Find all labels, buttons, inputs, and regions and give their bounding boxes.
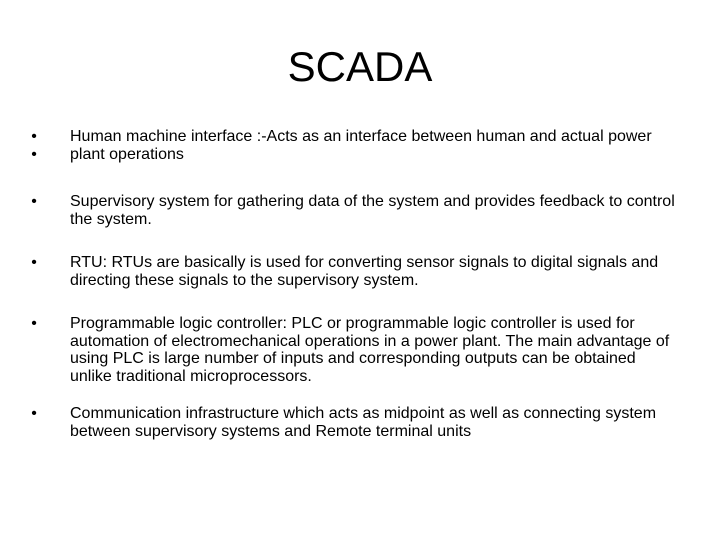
bullet-text: Communication infrastructure which acts as midpoint as well as connecting system between supervisory systems and Remote terminal units [70,405,657,440]
bullet-text: Human machine interface :-Acts as an interface between human and actual power plant operations [70,128,652,163]
bullet-marker: • [31,193,37,210]
bullet-item-hmi [28,128,678,163]
bullet-item-plc [28,315,678,385]
bullet-marker: • [31,405,37,422]
bullet-marker: • [31,315,37,332]
slide-title: SCADA [287,43,433,90]
bullet-marker: • [31,254,37,271]
bullet-marker: • [31,128,37,145]
bullet-item-communication [28,405,678,440]
bullet-marker: • [31,146,37,163]
bullet-item-rtu [28,254,678,289]
bullet-text: Supervisory system for gathering data of the system and provides feedback to control the system. [70,193,675,228]
bullet-text: RTU: RTUs are basically is used for converting sensor signals to digital signals and directing these signals to the supervisory system. [70,254,659,289]
bullet-item-supervisory [28,193,678,228]
bullet-text: Programmable logic controller: PLC or programmable logic controller is used for automation of electromechanical operations in a power plant. The main advantage of using PLC is large number of inputs and corresponding outputs can be obtained unlike traditional microprocessors. [70,315,670,385]
